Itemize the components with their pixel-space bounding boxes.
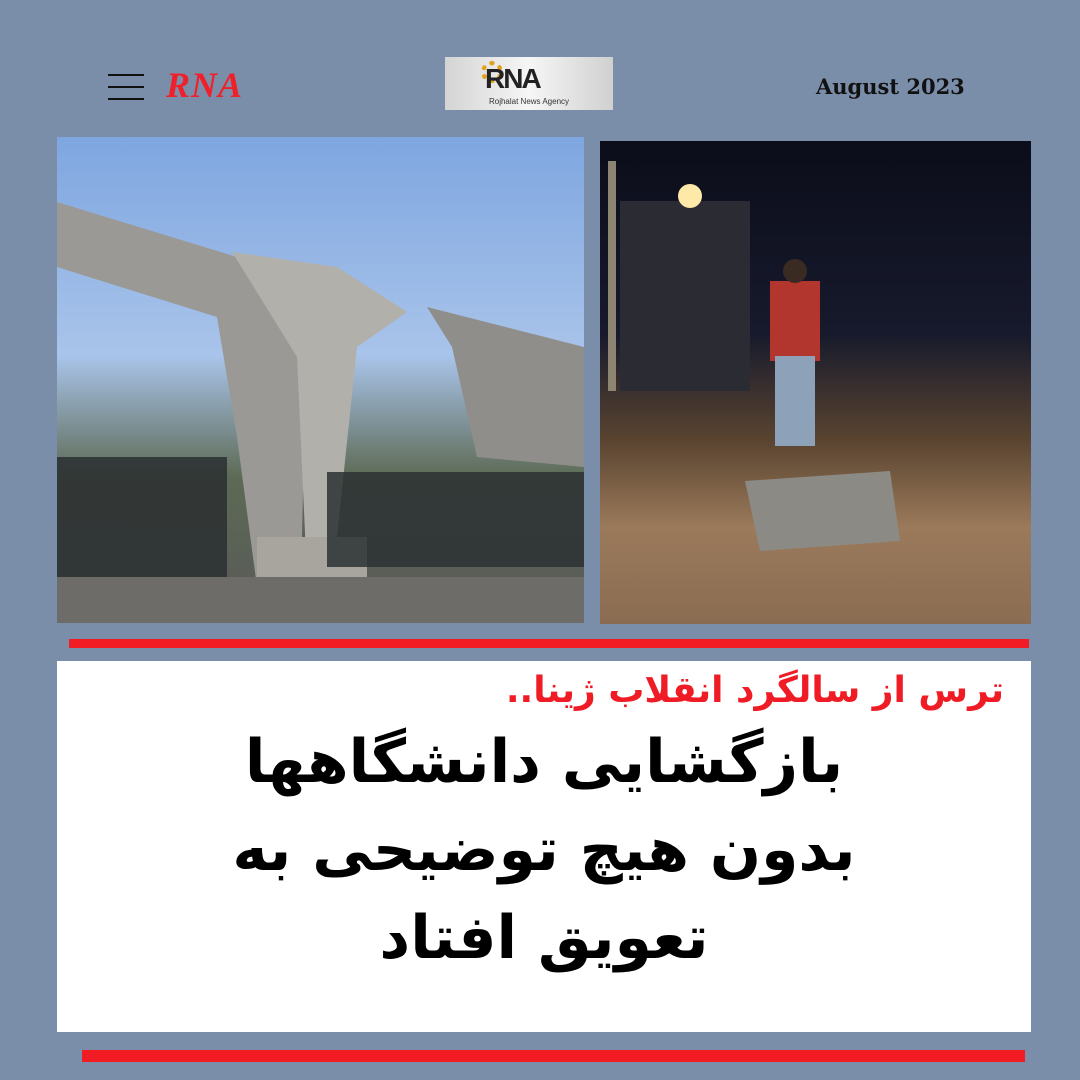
logo-mark: RNA <box>485 63 540 94</box>
protest-night-photo <box>600 141 1031 624</box>
agency-logo <box>445 57 613 110</box>
university-gate-photo <box>57 137 584 623</box>
headline-line: بدون هیچ توضیحی به <box>232 815 856 885</box>
headline-line: بازگشایی دانشگاهها <box>244 727 844 797</box>
red-divider-top <box>69 639 1029 648</box>
brand-wordmark: RNA <box>166 65 244 105</box>
red-divider-bottom <box>82 1050 1025 1062</box>
headline-kicker: ترس از سالگرد انقلاب ژینا.. <box>505 670 1004 711</box>
hamburger-menu-icon[interactable] <box>108 74 144 100</box>
logo-subtitle: Rojhalat News Agency <box>488 97 570 106</box>
headline-title <box>57 718 1031 982</box>
headline-line: تعویق افتاد <box>379 903 709 973</box>
post-date: August 2023 <box>816 74 965 99</box>
